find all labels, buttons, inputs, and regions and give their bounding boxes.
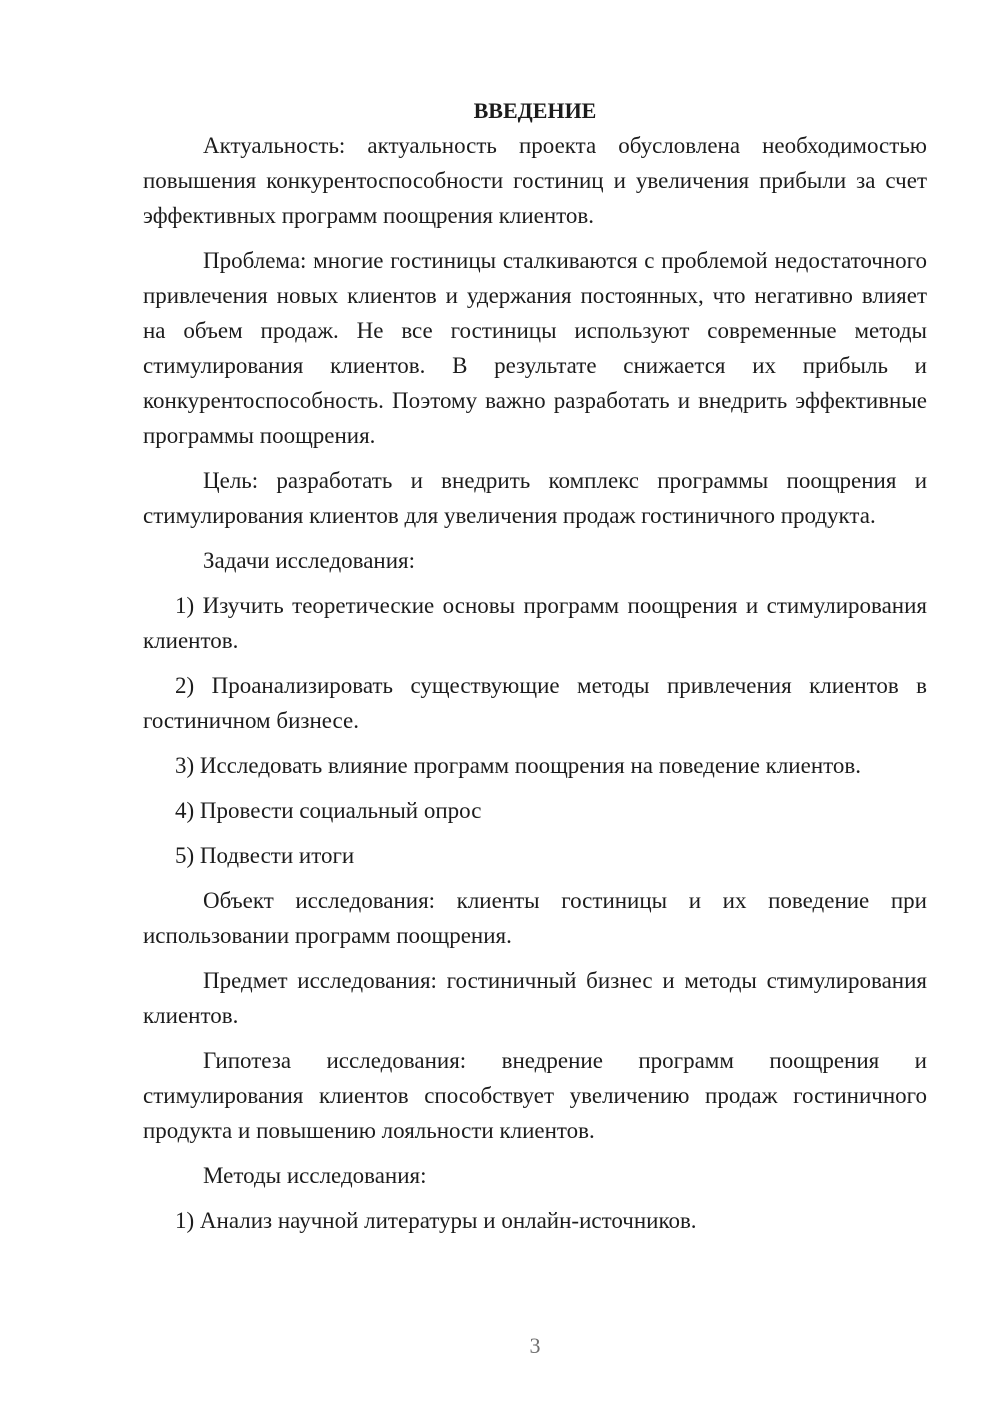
page-number: 3 <box>529 1333 541 1358</box>
task-item: 2) Проанализировать существующие методы привлечения клиентов в гостиничном бизнесе. <box>143 673 927 733</box>
task-item: 4) Провести социальный опрос <box>175 798 482 823</box>
hypothesis-paragraph: Гипотеза исследования: внедрение программ поощрения и стимулирования клиентов способствует увеличению продаж гостиничного продукта и повышению лояльности клиентов. <box>143 1048 927 1143</box>
methods-heading: Методы исследования: <box>203 1163 427 1188</box>
object-paragraph: Объект исследования: клиенты гостиницы и их поведение при использовании программ поощрения. <box>143 888 927 948</box>
problem-paragraph: Проблема: многие гостиницы сталкиваются с проблемой недостаточного привлечения новых клиентов и удержания постоянных, что негативно влияет на объем продаж. Не все гостиницы используют современные методы стимулирования клиентов. В результате снижается их прибыль и конкурентоспособность. Поэтому важно разработать и внедрить эффективные программы поощрения. <box>143 248 927 448</box>
task-item: 5) Подвести итоги <box>175 843 355 868</box>
section-title: ВВЕДЕНИЕ <box>473 98 597 123</box>
relevance-paragraph: Актуальность: актуальность проекта обусловлена необходимостью повышения конкурентоспособности гостиниц и увеличения прибыли за счет эффективных программ поощрения клиентов. <box>143 133 927 228</box>
task-item: 1) Изучить теоретические основы программ поощрения и стимулирования клиентов. <box>143 593 927 653</box>
page-content <box>143 93 927 1238</box>
goal-paragraph: Цель: разработать и внедрить комплекс программы поощрения и стимулирования клиентов для увеличения продаж гостиничного продукта. <box>143 468 927 528</box>
tasks-heading: Задачи исследования: <box>203 548 416 573</box>
task-item: 3) Исследовать влияние программ поощрения на поведение клиентов. <box>175 753 861 778</box>
subject-paragraph: Предмет исследования: гостиничный бизнес и методы стимулирования клиентов. <box>143 968 927 1028</box>
method-item: 1) Анализ научной литературы и онлайн-источников. <box>175 1208 697 1233</box>
